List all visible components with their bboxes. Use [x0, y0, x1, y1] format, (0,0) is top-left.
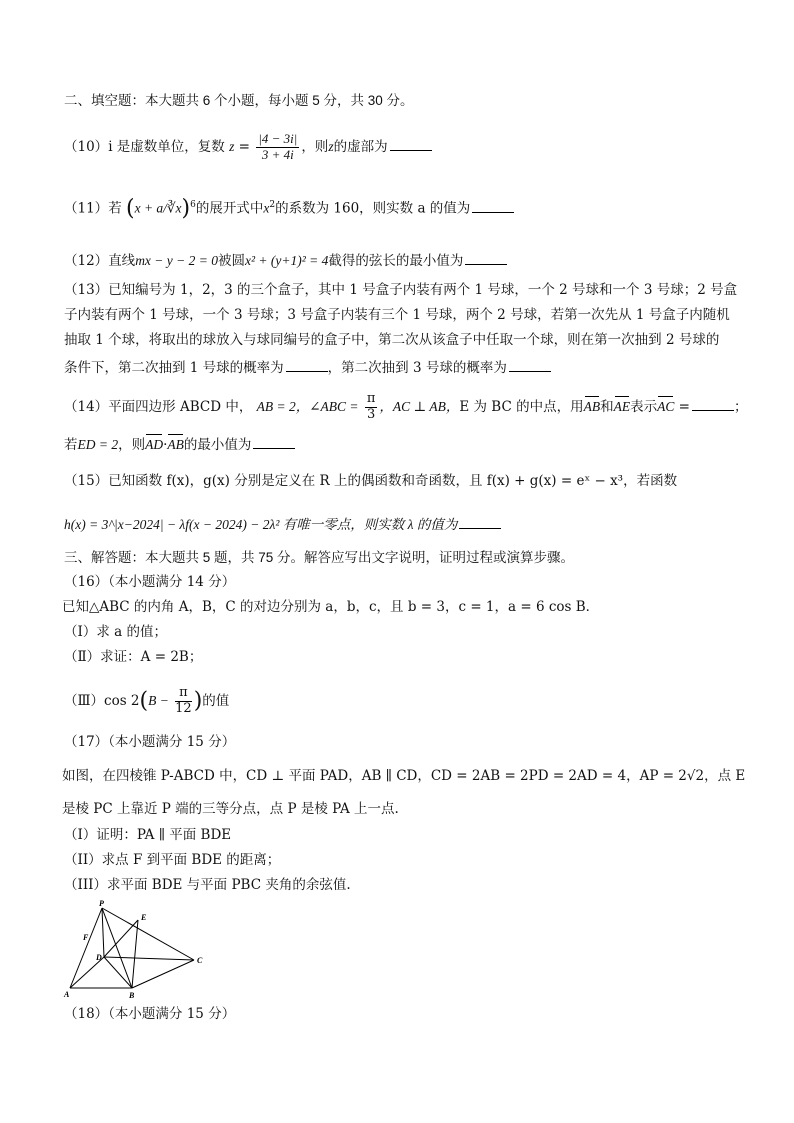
question-16-part-1: （Ⅰ）求 a 的值； [64, 624, 167, 640]
question-13-line-1 [64, 284, 754, 298]
question-17-part-3: （III）求平面 BDE 与平面 PBC 夹角的余弦值. [64, 877, 351, 893]
term-exponent: 2 [269, 200, 276, 210]
term: x [263, 200, 270, 216]
question-text: 直线 [108, 253, 136, 269]
question-number: （11） [64, 200, 109, 217]
section-3-header: 三、解答题：本大题共 5 题，共 75 分。解答应写出文字说明，证明过程或演算步骤。 [64, 550, 575, 565]
question-17-line-1: 如图，在四棱锥 P-ABCD 中，CD ⊥ 平面 PAD，AB ∥ CD，CD = 2AB = 2PD = 2AD = 4，AP = 2√2，点 E [62, 768, 746, 784]
fraction-denominator: 3 [366, 406, 376, 422]
vertex-label-a: A [64, 990, 70, 999]
question-13-line-4 [64, 359, 754, 376]
question-number: （12） [64, 253, 109, 269]
question-16-part-2: （Ⅱ）求证：A = 2B； [64, 649, 203, 665]
question-15-line-1 [64, 475, 754, 489]
fraction-denominator: 12 [175, 700, 192, 716]
condition: AB = 2，∠ABC = [256, 398, 359, 414]
question-text: 表示 [630, 398, 658, 415]
question-16-stem: 已知△ABC 的内角 A，B，C 的对边分别为 a，b，c，且 b = 3，c = 1，a = 6 cos B． [62, 599, 600, 615]
question-text: 已知编号为 1，2，3 的三个盒子，其中 1 号盒子内装有两个 1 号球，一个 2 号球和一个 3 号球；2 号盒 [108, 282, 738, 298]
variable-z-bar: z [328, 138, 334, 154]
fraction-pi-12 [175, 686, 192, 717]
fraction-numerator: π [366, 391, 376, 406]
question-17-part-1: （I）证明：PA ∥ 平面 BDE [64, 827, 232, 843]
vector-ad: AD [145, 437, 164, 452]
answer-blank[interactable] [472, 200, 514, 213]
exponent: 6 [190, 200, 196, 210]
question-17-part-2: （II）求点 F 到平面 BDE 的距离； [64, 852, 281, 868]
question-text: 被圆 [218, 253, 246, 269]
vector-ae: AE [613, 398, 631, 414]
vector-ab: AB [583, 398, 601, 414]
question-text: 若 [64, 437, 78, 453]
answer-blank[interactable] [509, 359, 551, 372]
question-text: 的值 [202, 692, 230, 709]
binomial-expression: x + a/∛x [134, 200, 182, 216]
question-number: （14） [64, 398, 109, 415]
question-16-part-3: （Ⅲ）cos 2(B − $\frac{\pi}{12}$ )的值 [64, 685, 230, 716]
question-text: （Ⅲ）cos 2 [64, 692, 140, 709]
section-2-header: 二、填空题：本大题共 6 个小题，每小题 5 分，共 30 分。 [64, 93, 414, 108]
question-10: （10）i 是虚数单位，复数 z = $\frac{|4 - 3i|}{3 + 4i}$ ，则z的虚部为 [64, 132, 754, 163]
equals-sign: = [678, 398, 690, 415]
question-text: 的虚部为 [333, 138, 388, 155]
condition: ED = 2 [77, 437, 119, 452]
question-text: ，则 [118, 437, 146, 453]
answer-blank[interactable] [286, 359, 328, 372]
question-13-line-2: 子内装有两个 1 号球，一个 3 号球；3 号盒子内装有三个 1 号球，两个 2 号球，若第一次先从 1 号盒子内随机 [64, 307, 730, 323]
line-equation: mx − y − 2 = 0 [135, 253, 219, 268]
fraction-numerator: π [175, 686, 192, 702]
question-text: 的展开式中 [195, 200, 264, 217]
fraction-pi-3 [365, 392, 378, 423]
question-17-line-2: 是棱 PC 上靠近 P 端的三等分点，点 P 是棱 PA 上一点. [62, 801, 399, 817]
angle-expr: B − [148, 692, 169, 708]
question-text: 的系数为 160，则实数 a 的值为 [275, 200, 471, 217]
fraction [256, 132, 299, 163]
circle-equation: x² + (y+1)² = 4 [245, 253, 329, 268]
question-text: 已知函数 f(x)，g(x) 分别是定义在 R 上的偶函数和奇函数，且 f(x) + g(x) = eˣ − x³，若函数 [108, 473, 678, 489]
question-number: （13） [64, 282, 109, 298]
question-text: 若 [108, 200, 122, 217]
question-text: i 是虚数单位，复数 [108, 138, 225, 155]
vertex-label-p: P [99, 899, 104, 908]
question-18-title: （18）（本小题满分 15 分） [64, 1006, 236, 1022]
pyramid-figure [62, 898, 212, 1002]
question-16-title: （16）（本小题满分 14 分） [64, 574, 236, 590]
question-number: （10） [64, 138, 109, 155]
vertex-label-c: C [197, 956, 203, 965]
vector-ac: AC [657, 398, 675, 414]
answer-blank[interactable] [692, 398, 734, 411]
fraction-denominator: 3 + 4i [261, 146, 294, 162]
dot-operator: · [163, 437, 168, 453]
question-text: 的最小值为 [183, 437, 252, 453]
question-15-line-2 [64, 516, 754, 533]
vertex-label-b: B [129, 991, 135, 1000]
question-number: （15） [64, 473, 109, 489]
answer-blank[interactable] [253, 436, 295, 449]
variable-z: z [229, 138, 235, 154]
question-text: h(x) = 3^|x−2024| − λf(x − 2024) − 2λ² 有唯一零点，则实数 λ 的值为 [64, 517, 458, 532]
punctuation: ； [733, 398, 748, 415]
vertex-label-d: D [96, 953, 102, 962]
vertex-label-f: F [83, 933, 89, 942]
question-12 [64, 252, 754, 269]
vector-ab: AB [167, 437, 184, 452]
question-13-line-3: 抽取 1 个球，将取出的球放入与球同编号的盒子中，第二次从该盒子中任取一个球，则在第一次抽到 2 号球的 [64, 332, 720, 348]
question-17-title: （17）（本小题满分 15 分） [64, 734, 236, 750]
question-text: ，第二次抽到 3 号球的概率为 [327, 360, 507, 376]
question-14-line-1 [64, 392, 754, 423]
question-14-line-2 [64, 436, 754, 453]
fraction-numerator: |4 − 3i| [258, 131, 298, 146]
question-text: 条件下，第二次抽到 1 号球的概率为 [64, 360, 284, 376]
answer-blank[interactable] [390, 138, 432, 151]
question-text: 平面四边形 ABCD 中， [108, 398, 253, 415]
answer-blank[interactable] [465, 252, 507, 265]
question-text: E 为 BC 的中点，用 [459, 398, 584, 415]
question-text: 和 [600, 398, 614, 415]
question-text: ，则 [301, 138, 329, 155]
question-text: 截得的弦长的最小值为 [328, 253, 464, 269]
vertex-label-e: E [141, 913, 147, 922]
condition: ，AC ⊥ AB， [379, 398, 460, 414]
question-11: （11）若 (x + a/∛x)$^6$的展开式中$x^2$的系数为 160，则实数 a 的值为 [64, 198, 754, 220]
answer-blank[interactable] [459, 516, 501, 529]
